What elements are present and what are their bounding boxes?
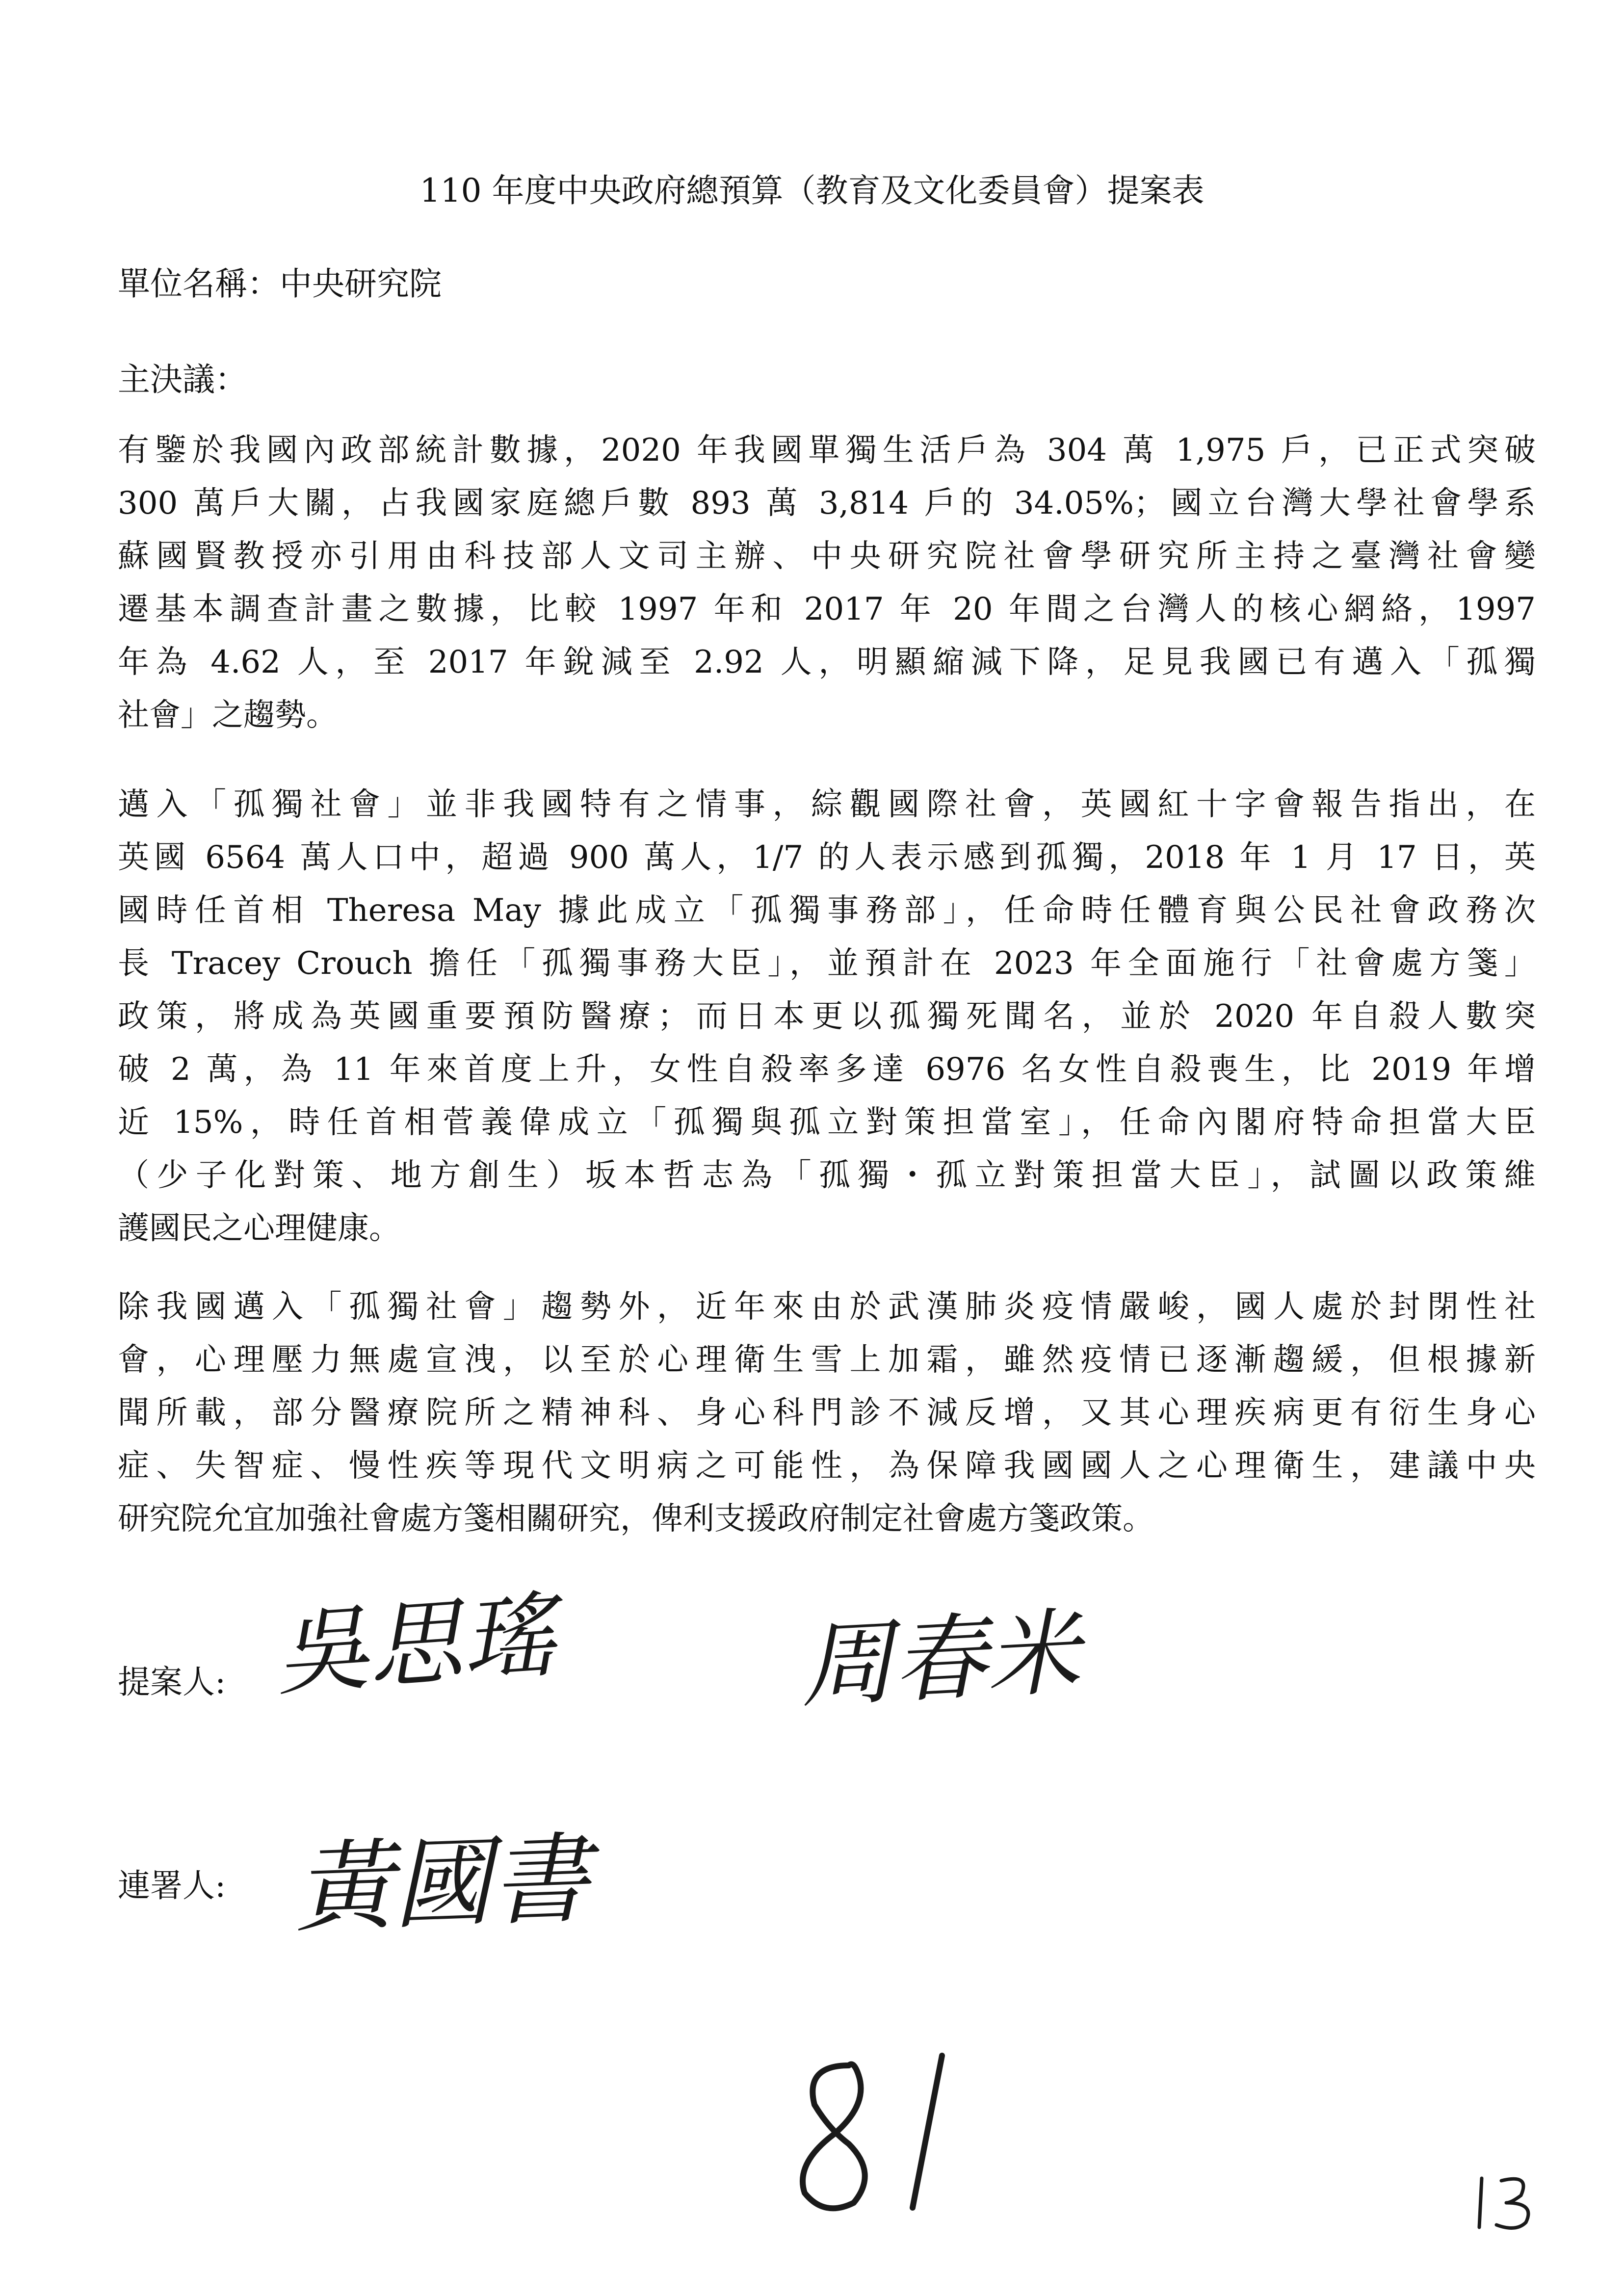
paragraph-line: 300 萬戶大關，占我國家庭總戶數 893 萬 3,814 戶的 34.05%；國立台灣大學社會學系: [118, 485, 1536, 522]
proposer-label: 提案人:: [118, 1663, 226, 1701]
signature-proposer-2: 周春米: [797, 1598, 1083, 1721]
unit-name: 單位名稱：中央研究院: [118, 265, 442, 303]
paragraph-line: （少子化對策、地方創生）坂本哲志為「孤獨・孤立對策担當大臣」，試圖以政策維: [118, 1157, 1536, 1194]
signature-proposer-1: 吳思瑤: [272, 1581, 559, 1709]
paragraph-line: 護國民之心理健康。: [118, 1210, 400, 1247]
handwritten-page-number: [1467, 2168, 1545, 2237]
document-title: 110 年度中央政府總預算（教育及文化委員會）提案表: [419, 172, 1205, 209]
paragraph-line: 蘇國賢教授亦引用由科技部人文司主辦、中央研究院社會學研究所主持之臺灣社會變: [118, 538, 1536, 574]
paragraph-2: [118, 778, 1536, 1255]
handwritten-number-81: [775, 2046, 981, 2222]
paragraph-line: 聞所載，部分醫療院所之精神科、身心科門診不減反增，又其心理疾病更有衍生身心: [118, 1395, 1536, 1431]
paragraph-line: 除我國邁入「孤獨社會」趨勢外，近年來由於武漢肺炎疫情嚴峻，國人處於封閉性社: [118, 1289, 1536, 1325]
paragraph-line: 遷基本調查計畫之數據，比較 1997 年和 2017 年 20 年間之台灣人的核心網絡，1997: [118, 591, 1536, 627]
paragraph-line: 邁入「孤獨社會」並非我國特有之情事，綜觀國際社會，英國紅十字會報告指出，在: [118, 786, 1536, 823]
signature-cosigner: 黃國書: [292, 1822, 591, 1947]
paragraph-line: 近 15%，時任首相菅義偉成立「孤獨與孤立對策担當室」，任命內閣府特命担當大臣: [118, 1104, 1536, 1141]
paragraph-line: 有鑒於我國內政部統計數據，2020 年我國單獨生活戶為 304 萬 1,975 戶，已正式突破: [118, 432, 1536, 469]
paragraph-line: 政策，將成為英國重要預防醫療；而日本更以孤獨死聞名，並於 2020 年自殺人數突: [118, 998, 1536, 1035]
paragraph-line: 會，心理壓力無處宣洩，以至於心理衛生雪上加霜，雖然疫情已逐漸趨緩，但根據新: [118, 1342, 1536, 1378]
resolution-label: 主決議：: [118, 361, 247, 398]
paragraph-line: 英國 6564 萬人口中，超過 900 萬人，1/7 的人表示感到孤獨，2018 年 1 月 17 日，英: [118, 839, 1536, 876]
paragraph-1: [118, 424, 1536, 742]
paragraph-line: 社會」之趨勢。: [118, 697, 338, 733]
paragraph-3: [118, 1280, 1536, 1545]
paragraph-line: 症、失智症、慢性疾等現代文明病之可能性，為保障我國國人之心理衛生，建議中央: [118, 1448, 1536, 1484]
paragraph-line: 研究院允宜加強社會處方箋相關研究，俾利支援政府制定社會處方箋政策。: [118, 1501, 1154, 1537]
paragraph-line: 長 Tracey Crouch 擔任「孤獨事務大臣」，並預計在 2023 年全面施行「社會處方箋」: [118, 945, 1536, 982]
paragraph-line: 國時任首相 Theresa May 據此成立「孤獨事務部」，任命時任體育與公民社會政務次: [118, 892, 1536, 929]
cosigner-label: 連署人:: [118, 1867, 226, 1905]
paragraph-line: 年為 4.62 人，至 2017 年銳減至 2.92 人，明顯縮減下降，足見我國已有邁入「孤獨: [118, 644, 1536, 680]
page-number-text: 13: [1467, 2168, 1468, 2169]
paragraph-line: 破 2 萬，為 11 年來首度上升，女性自殺率多達 6976 名女性自殺喪生，比 2019 年增: [118, 1051, 1536, 1088]
